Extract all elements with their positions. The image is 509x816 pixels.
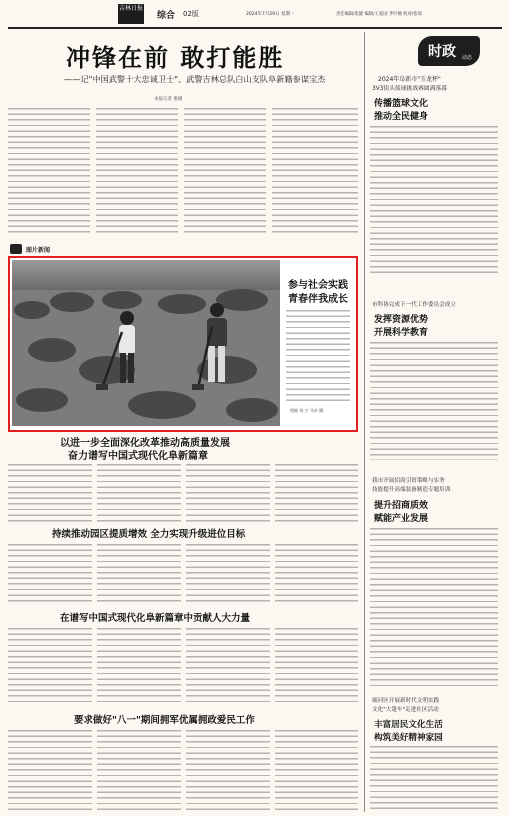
sidebar-item-1 (368, 74, 502, 274)
sidebar-item-1-headline-1: 传播篮球文化 (374, 99, 429, 109)
lead-story (8, 32, 360, 240)
story-1-headline-2: 奋力谱写中国式现代化阜新篇章 (68, 451, 208, 462)
sidebar-item-3-headline-2: 赋能产业发展 (374, 514, 429, 524)
field-photo (12, 260, 280, 426)
photo-title-line-1: 参与社会实践 (288, 280, 348, 291)
photo-title-line-2: 青春伴我成长 (288, 294, 348, 305)
sidebar-item-2-kicker: 市科协完成下一代工作委员会成立 (372, 302, 456, 308)
story-2-body-4 (275, 544, 358, 604)
story-1-body-1 (8, 464, 92, 522)
column-divider (364, 32, 365, 812)
story-4 (8, 712, 360, 812)
issue-date: 2024年7月29日 星期一 (246, 12, 295, 17)
sidebar-item-3-headline-1: 提升招商质效 (374, 501, 429, 511)
photo-credit: 图源 刘 宁 马卓 摄 (290, 408, 324, 413)
story-2 (8, 526, 360, 606)
story-4-body-2 (97, 730, 181, 812)
sidebar-item-2-body (370, 342, 498, 460)
story-3-body-1 (8, 628, 92, 704)
story-1-body-4 (275, 464, 358, 522)
masthead-rule (8, 27, 502, 29)
story-3-headline: 在谱写中国式现代化阜新篇章中贡献人大力量 (60, 613, 251, 624)
lead-body-col-1 (8, 108, 90, 236)
sidebar-item-4-body (370, 746, 498, 810)
editor-line: 责任编辑/张健 编辑/王爱国 齐叶楠 校对/张琛 (336, 12, 422, 17)
photo-column-label: 图片新闻 (10, 244, 80, 254)
lead-subhead: ——记"中国武警十大忠诚卫士"、武警吉林总队白山支队阜新籍参谋宝杰 (64, 74, 326, 84)
masthead (0, 0, 509, 30)
page-number: 02版 (183, 10, 199, 18)
sidebar-item-4-kicker-2: 文化"大篷车"走进社区活动 (372, 707, 439, 713)
section-label: 综合 (157, 11, 176, 21)
story-1-headline-1: 以进一步全面深化改革推动高质量发展 (60, 438, 230, 449)
sidebar (368, 32, 502, 812)
story-1-body-3 (186, 464, 270, 522)
sidebar-item-4-kicker: 细河区开展新时代文明实践 (372, 698, 440, 704)
story-2-body-3 (186, 544, 270, 604)
photo-caption-text (286, 310, 350, 402)
story-4-body-4 (275, 730, 358, 812)
story-4-body-3 (186, 730, 270, 812)
story-4-headline: 要求做好"八一"期间拥军优属拥政爱民工作 (74, 715, 255, 726)
sidebar-item-4-headline-1: 丰富居民文化生活 (374, 720, 443, 730)
sidebar-item-2-headline-1: 发挥资源优势 (374, 315, 429, 325)
sidebar-item-1-body (370, 126, 498, 276)
sidebar-item-3-kicker-2: 技能提升高端装备制造专题培训 (372, 487, 451, 493)
newspaper-logo: 吉林日报 (118, 4, 144, 24)
lead-byline: 本报记者 惠刚 (154, 97, 183, 102)
story-1 (8, 434, 360, 522)
sidebar-item-3-body (370, 528, 498, 690)
story-2-body-2 (97, 544, 181, 604)
lead-headline: 冲锋在前 敢打能胜 (66, 44, 285, 72)
sidebar-item-2 (368, 300, 502, 462)
sidebar-item-2-headline-2: 开展科学教育 (374, 328, 429, 338)
story-1-body-2 (97, 464, 181, 522)
sidebar-item-1-kicker: 2024年阜新市"玉龙杯" (378, 76, 441, 83)
story-3 (8, 610, 360, 706)
photo-frame (8, 256, 358, 432)
lead-body-col-3 (184, 108, 266, 236)
sidebar-item-4 (368, 696, 502, 812)
story-2-headline: 持续推动园区提质增效 全力实现升级进位目标 (52, 529, 246, 540)
lead-body-col-4 (272, 108, 358, 236)
story-3-body-2 (97, 628, 181, 704)
camera-icon (10, 244, 22, 254)
lead-body-col-2 (96, 108, 178, 236)
story-3-body-4 (275, 628, 358, 704)
sidebar-item-1-kicker-2: 3V3街头篮球挑战赛圆满落幕 (372, 86, 448, 92)
sidebar-item-3-kicker: 我市开展招商引资策略与实务 (372, 478, 445, 484)
story-4-body-1 (8, 730, 92, 812)
sidebar-item-4-headline-2: 构筑美好精神家园 (374, 733, 443, 743)
sidebar-banner: 时政 动态 (418, 36, 480, 66)
story-2-body-1 (8, 544, 92, 604)
photo-feature (8, 244, 360, 430)
story-3-body-3 (186, 628, 270, 704)
sidebar-item-3 (368, 476, 502, 692)
sidebar-item-1-headline-2: 推动全民健身 (374, 112, 429, 122)
